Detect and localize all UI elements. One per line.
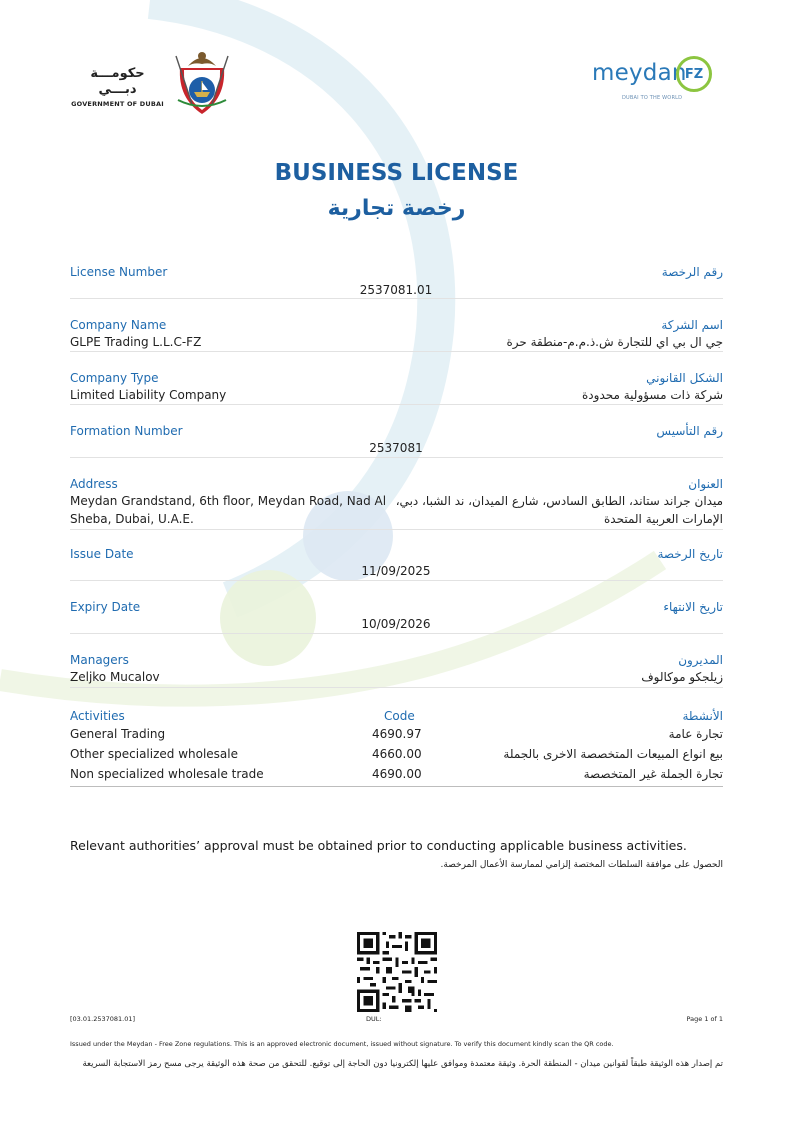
activity-name: General Trading [70, 727, 166, 741]
activity-name: Other specialized wholesale [70, 747, 239, 761]
divider [70, 580, 723, 581]
activity-name-ar: بيع انواع المبيعات المتخصصة الاخرى بالجملة [503, 747, 723, 761]
license-number-label-ar: رقم الرخصة [661, 265, 723, 279]
managers-value: Zeljko Mucalov [70, 670, 160, 684]
address-value-line1: Meydan Grandstand, 6th floor, Meydan Road, Nad Al [70, 494, 387, 508]
approval-notice: Relevant authorities’ approval must be obtained prior to conducting applicable business activities. [70, 838, 687, 853]
company-name-label-ar: اسم الشركة [661, 318, 723, 332]
meydan-fz-logo [592, 56, 727, 106]
meydan-wordmark: meydan [592, 60, 687, 86]
gov-english-name: GOVERNMENT OF DUBAI [71, 100, 164, 108]
activity-code: 4690.97 [372, 727, 422, 741]
document-title-arabic: رخصة تجارية [327, 196, 466, 221]
company-type-value-ar: شركة ذات مسؤولية محدودة [582, 388, 723, 402]
activity-code: 4690.00 [372, 767, 422, 781]
fz-text: FZ [684, 67, 704, 82]
approval-notice-ar: الحصول على موافقة السلطات المختصة إلزامي لممارسة الأعمال المرخصة. [440, 860, 723, 870]
qr-code-icon[interactable] [357, 932, 437, 1012]
activities-header-ar: الأنشطة [682, 709, 723, 723]
activity-name: Non specialized wholesale trade [70, 767, 264, 781]
company-name-label: Company Name [70, 318, 167, 332]
document-reference: [03.01.2537081.01] [70, 1015, 136, 1023]
dul-label: DUL: [366, 1015, 382, 1023]
issue-date-label: Issue Date [70, 547, 134, 561]
expiry-date-label: Expiry Date [70, 600, 141, 614]
managers-value-ar: زيلجكو موكالوف [641, 670, 723, 684]
divider [70, 404, 723, 405]
issued-statement: Issued under the Meydan - Free Zone regulations. This is an approved electronic document, issued without signature. To verify this document kindly scan the QR code. [70, 1040, 614, 1048]
fz-circle-icon [676, 56, 712, 92]
divider [70, 633, 723, 634]
issue-date-label-ar: تاريخ الرخصة [657, 547, 723, 561]
address-label: Address [70, 477, 118, 491]
document-title-english: BUSINESS LICENSE [274, 160, 519, 186]
formation-number-label: Formation Number [70, 424, 183, 438]
divider [70, 298, 723, 299]
company-type-value: Limited Liability Company [70, 388, 227, 402]
expiry-date-value: 10/09/2026 [361, 617, 431, 631]
license-number-value: 2537081.01 [359, 283, 433, 297]
divider [70, 351, 723, 352]
license-number-label: License Number [70, 265, 168, 279]
activity-code: 4660.00 [372, 747, 422, 761]
divider [70, 529, 723, 530]
government-of-dubai-logo [70, 48, 240, 118]
gov-arabic-name: حكومـــة دبـــي [90, 66, 145, 97]
issue-date-value: 11/09/2025 [361, 564, 431, 578]
page-number: Page 1 of 1 [686, 1015, 723, 1023]
managers-label-ar: المديرون [678, 653, 723, 667]
activity-name-ar: تجارة الجملة غير المتخصصة [583, 767, 723, 781]
activities-header: Activities [70, 709, 125, 723]
divider [70, 687, 723, 688]
company-type-label-ar: الشكل القانوني [646, 371, 723, 385]
meydan-tagline: DUBAI TO THE WORLD [622, 95, 683, 101]
managers-label: Managers [70, 653, 129, 667]
address-value-line2: Sheba, Dubai, U.A.E. [70, 512, 194, 526]
address-value-ar-line1: ميدان جراند ستاند، الطابق السادس، شارع الميدان، ند الشبا، دبي، [395, 494, 723, 508]
company-name-value-ar: جي ال بي اي للتجارة ش.ذ.م.م-منطقة حرة [506, 335, 723, 349]
dubai-emblem-icon [170, 48, 234, 116]
divider [70, 457, 723, 458]
company-type-label: Company Type [70, 371, 159, 385]
activity-name-ar: تجارة عامة [668, 727, 723, 741]
issued-statement-ar: تم إصدار هذه الوثيقة طبقاً لقوانين ميدان - المنطقة الحرة. وثيقة معتمدة وموافق عليها إلكترونيا دون الحاجة إلى توقيع. للتحقق من صحة هذه الوثيقة يرجى مسح رمز الاستجابة السريعة [82, 1059, 723, 1069]
address-value-ar-line2: الإمارات العربية المتحدة [604, 512, 723, 526]
formation-number-label-ar: رقم التأسيس [656, 424, 723, 438]
company-name-value: GLPE Trading L.L.C-FZ [70, 335, 202, 349]
activities-bottom-rule [70, 786, 723, 787]
activities-code-header: Code [384, 709, 415, 723]
formation-number-value: 2537081 [369, 441, 423, 455]
expiry-date-label-ar: تاريخ الانتهاء [663, 600, 723, 614]
address-label-ar: العنوان [688, 477, 723, 491]
